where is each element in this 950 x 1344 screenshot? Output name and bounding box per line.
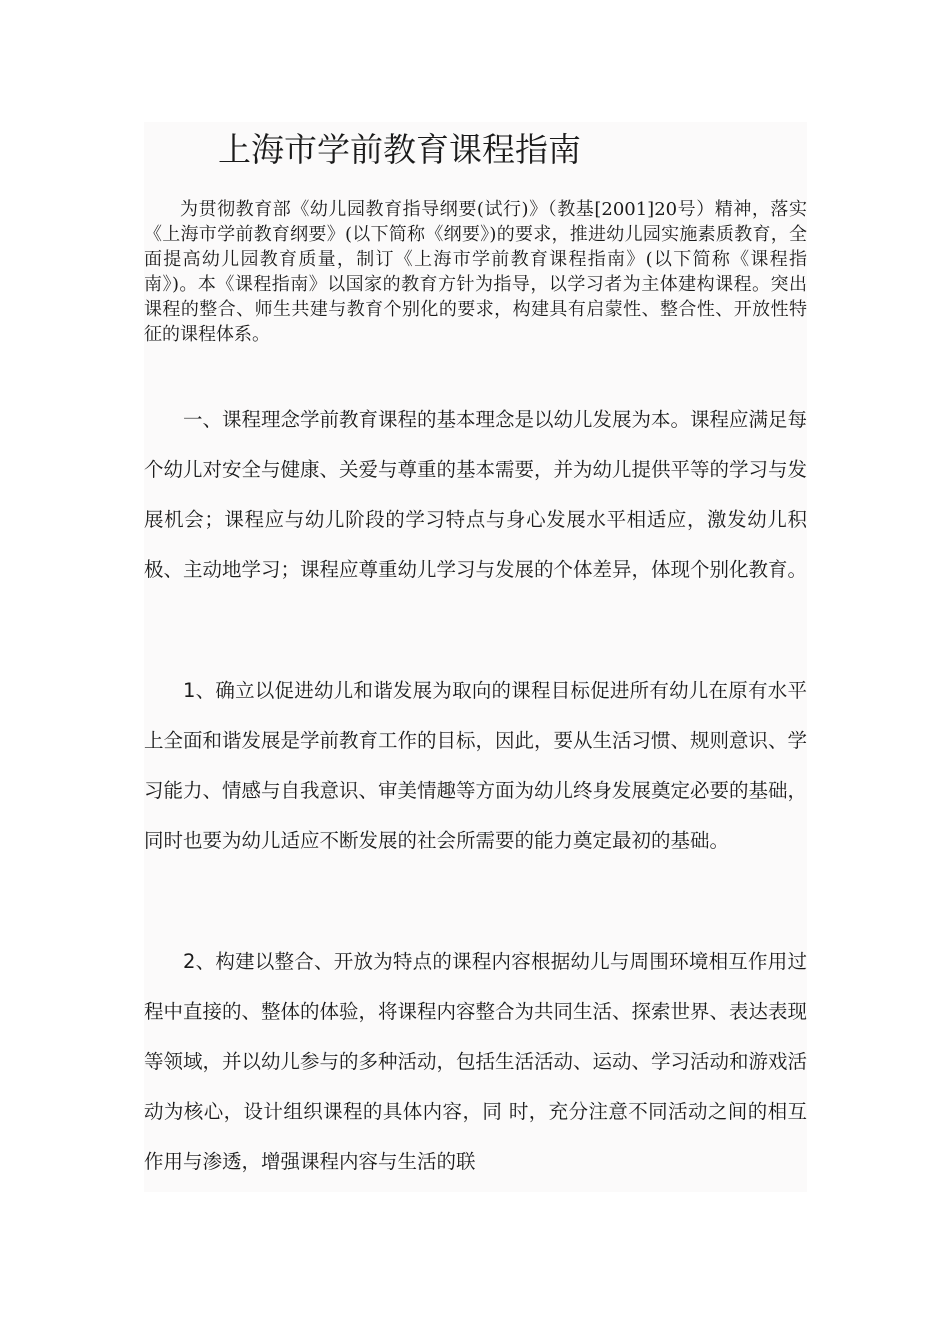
section-course-philosophy: 一、课程理念学前教育课程的基本理念是以幼儿发展为本。课程应满足每个幼儿对安全与健康、关爱与尊重的基本需要，并为幼儿提供平等的学习与发展机会；课程应与幼儿阶段的学习特点与身心发展水平相适应，激发幼儿积极、主动地学习；课程应尊重幼儿学习与发展的个体差异，体现个别化教育。 [144, 408, 808, 581]
section-course-goals: 1、确立以促进幼儿和谐发展为取向的课程目标促进所有幼儿在原有水平上全面和谐发展是学前教育工作的目标，因此，要从生活习惯、规则意识、学习能力、情感与自我意识、审美情趣等方面为幼儿终身发展奠定必要的基础，同时也要为幼儿适应不断发展的社会所需要的能力奠定最初的基础。 [144, 679, 808, 852]
intro-paragraph: 为贯彻教育部《幼儿园教育指导纲要(试行)》（教基[2001]20号）精神，落实《上海市学前教育纲要》(以下简称《纲要》)的要求，推进幼儿园实施素质教育，全面提高幼儿园教育质量，制订《上海市学前教育课程指南》(以下简称《课程指南》)。本《课程指南》以国家的教育方针为指导，以学习者为主体建构课程。突出课程的整合、师生共建与教育个别化的要求，构建具有启蒙性、整合性、开放性特征的课程体系。 [144, 199, 807, 345]
section-course-content: 2、构建以整合、开放为特点的课程内容根据幼儿与周围环境相互作用过程中直接的、整体的体验，将课程内容整合为共同生活、探索世界、表达表现等领域，并以幼儿参与的多种活动，包括生活活动、运动、学习活动和游戏活动为核心，设计组织课程的具体内容，同 时，充分注意不同活动之间的相互作用与渗透，增强课程内容与生活的联 [144, 950, 808, 1173]
document-title: 上海市学前教育课程指南 [218, 130, 581, 169]
